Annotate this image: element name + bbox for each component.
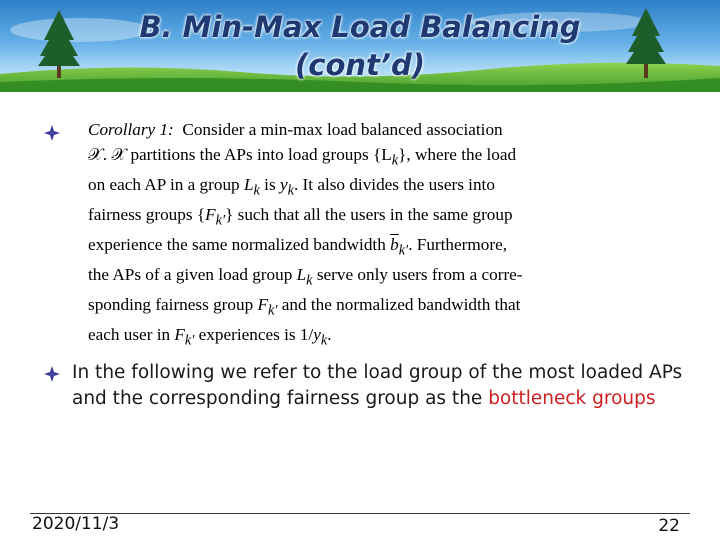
diamond-bullet-icon <box>43 124 61 142</box>
corollary-line-7: sponding fairness group $F_{k'}$ and the normalized bandwidth that <box>88 294 521 319</box>
bullet-text-bottleneck <box>72 360 692 412</box>
corollary-line-6: the APs of a given load group $L_k$ serve only users from a corre- <box>88 264 523 289</box>
corollary-label: Corollary 1: <box>88 120 174 139</box>
corollary-line-1: Corollary 1: Consider a min-max load balanced association <box>88 120 503 139</box>
slide-title-line1: B. Min-Max Load Balancing <box>139 10 581 44</box>
bullet-text-main: In the following we refer to the load group of the most loaded APs and the corresponding fairness group as the <box>72 362 683 409</box>
corollary-line-4: fairness groups $\{F_{k'}\}$ such that all the users in the same group <box>88 204 513 229</box>
corollary-line-5: experience the same normalized bandwidth $\overline{b}_{k'}$. Furthermore, <box>88 234 507 259</box>
corollary-line-8: each user in $F_{k'}$ experiences is $1/y_k$. <box>88 324 332 349</box>
corollary-line-2: 𝒳. 𝒳 partitions the APs into load groups $\{L_k\}$, where the load <box>88 144 517 169</box>
page-number: 22 <box>658 516 680 536</box>
slide-title-line2: (cont’d) <box>295 48 425 82</box>
slide-title <box>60 8 660 84</box>
footer-divider <box>30 513 690 514</box>
slide-header-banner <box>0 0 720 92</box>
corollary-block <box>88 118 608 353</box>
footer-date: 2020/11/3 <box>32 514 120 534</box>
corollary-line-3: on each AP in a group $L_k$ is $y_k$. It also divides the users into <box>88 174 495 199</box>
bottleneck-groups-highlight: bottleneck groups <box>488 388 656 409</box>
diamond-bullet-icon <box>43 365 61 383</box>
